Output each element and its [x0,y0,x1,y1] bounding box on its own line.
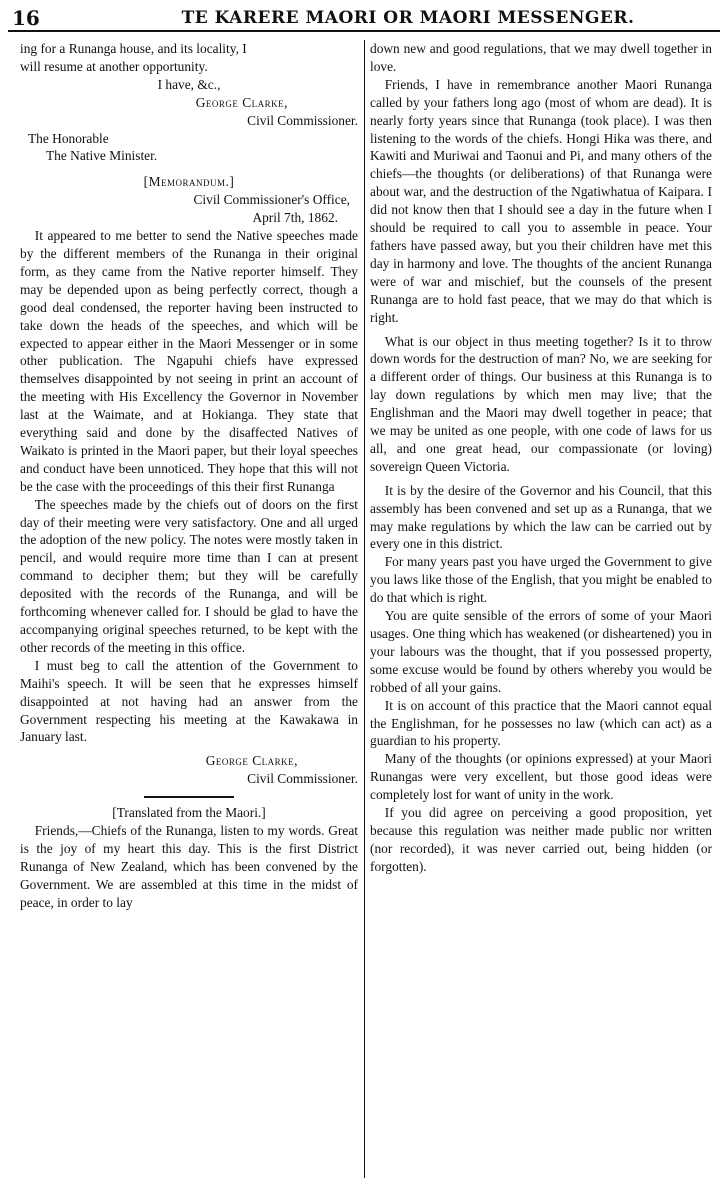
memorandum-paragraph-3: I must beg to call the attention of the Government to Maihi's speech. It will be seen that he expresses himself disappointed at not having had an answer from the Government respecting his meeting at the Kawakawa in January last. [20,657,358,745]
speech-paragraph-4: It is by the desire of the Governor and his Council, that this assembly has been convened and set up as a Runanga, that we may make regulations by which the law can be carried out by every one in this district. [370,482,712,552]
right-column [370,40,712,1180]
letter-signer-title: Civil Commissioner. [247,112,358,128]
page-title: TE KARERE MAORI OR MAORI MESSENGER. [181,8,635,28]
addressee-line-2: The Native Minister. [46,148,158,164]
memorandum-signer-title: Civil Commissioner. [247,771,358,787]
memorandum-heading: [Memorandum.] [143,174,235,190]
memorandum-signer-name: George Clarke, [205,753,298,769]
section-divider [144,796,234,798]
column-divider [364,40,365,1178]
left-column [20,40,358,1180]
speech-paragraph-3: What is our object in thus meeting together? Is it to throw down words for the destruction of man? No, we are seeking for a different order of things. Our business at this Runanga is to lay down regulations by which men may live; that the Englishman and the Maori may dwell together in peace; that we may be united as one people, with one code of laws for us all, and one great head, our compassionate (or loving) sovereign Queen Victoria. [370,333,712,474]
speech-paragraph-1: down new and good regulations, that we may dwell together in love. [370,41,712,74]
memorandum-date: April 7th, 1862. [252,210,338,226]
opening-line-1: ing for a Runanga house, and its locality, I [20,41,247,56]
translation-heading: [Translated from the Maori.] [112,805,266,821]
spacer [20,165,358,173]
speech-paragraph-6: You are quite sensible of the errors of some of your Maori usages. One thing which has weakened (or disheartened) you in your labours was the thought, that if you possessed property, some excuse would be found by others whereby you would be robbed of all your gains. [370,608,712,695]
speech-paragraph-7: It is on account of this practice that the Maori cannot equal the Englishman, for he possesses no law (which can act) as a guardian to his property. [370,697,712,749]
speech-paragraph-8: Many of the thoughts (or opinions expressed) at your Maori Runangas were very excellent, but those good ideas were completely lost for want of unity in the work. [370,751,712,803]
translation-paragraph-1: Friends,—Chiefs of the Runanga, listen to my words. Great is the joy of my heart this day. This is the first District Runanga of New Zealand, which has been convened by the Government. We are assembled at this time in the midst of peace, in order to lay [20,823,358,910]
speech-paragraph-9: If you did agree on perceiving a good proposition, yet because this regulation was neither made public nor written (nor recorded), it was never carried out, being hidden (or forgotten). [370,805,712,874]
letter-signoff: I have, &c., [157,76,221,92]
page-header [8,6,720,32]
memorandum-paragraph-2: The speeches made by the chiefs out of doors on the first day of their meeting were very satisfactory. One and all urged the adoption of the new policy. The notes were mostly taken in pencil, and would require more time than I can at present command to decipher them; but they will be carefully deposited with the records of the Runanga, and will be forthcoming whenever called for. I should be glad to have the accompanying original speeches returned, to be kept with the other records of the meeting in this office. [20,496,358,655]
page-number: 16 [12,6,40,30]
opening-line-2: will resume at another opportunity. [20,58,208,74]
speech-paragraph-2: Friends, I have in remembrance another Maori Runanga called by your fathers long ago (most of whom are dead). It is nearly forty years since that Runanga (took place). I was then listening to the words of the chiefs. Hongi Hika was there, and Kawiti and Muriwai and Taonui and Pi, and many others of the chiefs—the thoughts (or deliberations) of that Runanga were about war, and the destruction of the Ngatiwhatua of Kaipara. I did not know then that I should see a day in the future when I should be required to call you to assemble in peace. Your fathers have passed away, but you their children have met this day in harmony and love. The thoughts of the ancient Runanga were of war and mischief, but the counsels of the present Runanga are to hold fast peace, that we may do that which is right. [370,76,712,325]
memorandum-office: Civil Commissioner's Office, [193,192,350,208]
memorandum-paragraph-1: It appeared to me better to send the Native speeches made by the different members of the Runanga in their original form, as they came from the Native reporter himself. They may be depended upon as being perfectly correct, though a good deal condensed, the reporter having been instructed to take down the heads of the speeches, and which will be expected to appear either in the Maori Messenger or in some other publication. The Ngapuhi chiefs have expressed themselves disappointed by not seeing in print an account of the meeting with His Excellency the Governor in November last at the Waimate, and at Hokianga. They state that everything said and done by the disaffected Natives of Waikato is printed in the Maori paper, but their loyal speeches and conduct have been unnoticed. They hope that this will not be the case with the proceedings of this their first Runanga [20,228,358,494]
speech-paragraph-5: For many years past you have urged the Government to give you laws like those of the English, that you might be enabled to do that which is right. [370,554,712,606]
letter-signer-name: George Clarke, [195,94,288,110]
addressee-line-1: The Honorable [28,130,109,146]
